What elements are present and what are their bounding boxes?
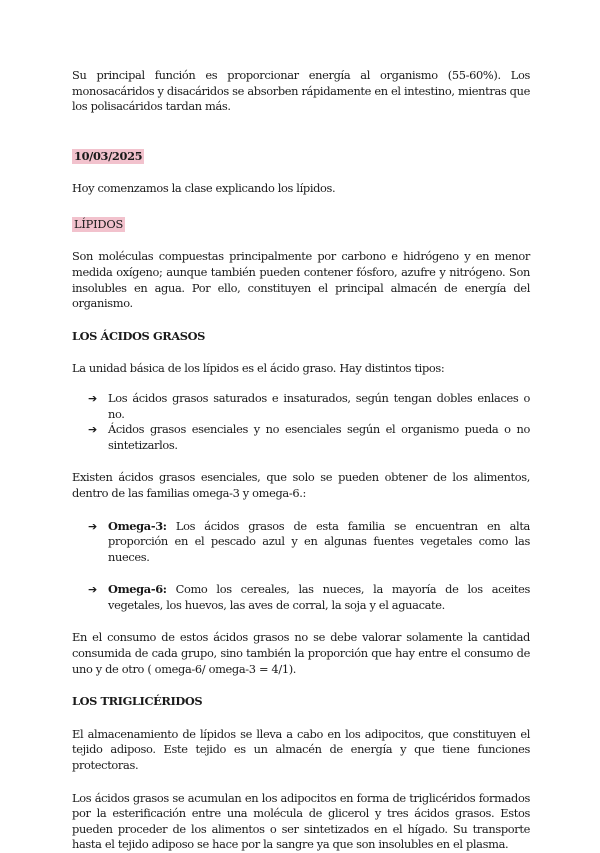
- trigliceridos-paragraph-2: Los ácidos grasos se acumulan en los adipocitos en forma de triglicéridos formados por la esterificación entre una molécula de glicerol y tres ácidos grasos. Estos pueden proceder de los alimentos o ser sintetizados en el hígado. Su transporte hasta el tejido adiposo se hace por la sangre ya que son insolubles en el plasma.: [72, 790, 530, 852]
- familias-list: [72, 519, 530, 566]
- consumo-paragraph: En el consumo de estos ácidos grasos no se debe valorar solamente la cantidad consumida de cada grupo, sino también la proporción que hay entre el consumo de uno y de otro ( omega-6/ omega-3 = 4/1).: [72, 630, 530, 676]
- acidos-grasos-heading: LOS ÁCIDOS GRASOS: [72, 328, 205, 343]
- omega6-text: Como los cereales, las nueces, la mayoría de los aceites vegetales, los huevos, las aves de corral, la soja y el aguacate.: [108, 582, 530, 612]
- arrow-right-icon: ➔: [88, 423, 97, 437]
- date-row: [72, 145, 530, 164]
- trigliceridos-paragraph-1: El almacenamiento de lípidos se lleva a cabo en los adipocitos, que constituyen el tejido adiposo. Este tejido es un almacén de energía y que tiene funciones protectoras.: [72, 726, 530, 773]
- list-item: [88, 422, 530, 453]
- esenciales-paragraph: Existen ácidos grasos esenciales, que solo se pueden obtener de los alimentos, dentro de las familias omega-3 y omega-6.:: [72, 470, 530, 500]
- familias-list-2: [72, 582, 530, 613]
- omega3-text: Los ácidos grasos de esta familia se encuentran en alta proporción en el pescado azul y en algunas fuentes vegetales como las nueces.: [108, 518, 530, 564]
- omega6-label: Omega-6:: [108, 582, 167, 597]
- tipos-list: [72, 391, 530, 453]
- intro-paragraph: Su principal función es proporcionar energía al organismo (55-60%). Los monosacáridos y disacáridos se absorben rápidamente en el intestino, mientras que los polisacáridos tardan más.: [72, 68, 530, 114]
- list-item: [88, 519, 530, 566]
- arrow-right-icon: ➔: [88, 519, 97, 533]
- date-highlight: 10/03/2025: [74, 148, 143, 163]
- list-item: [88, 391, 530, 422]
- arrow-right-icon: ➔: [88, 583, 97, 597]
- omega3-label: Omega-3:: [108, 518, 167, 533]
- document-page: [72, 68, 530, 853]
- lipidos-title: LÍPIDOS: [74, 217, 124, 232]
- list-item-text: Ácidos grasos esenciales y no esenciales según el organismo pueda o no sintetizarlos.: [108, 422, 530, 452]
- list-item: [88, 582, 530, 613]
- lipidos-paragraph: Son moléculas compuestas principalmente por carbono e hidrógeno y en menor medida oxígeno; aunque también pueden contener fósforo, azufre y nitrógeno. Son insolubles en agua. Por ello, constituyen el principal almacén de energía del organismo.: [72, 249, 530, 311]
- list-item-text: Los ácidos grasos saturados e insaturados, según tengan dobles enlaces o no.: [108, 390, 530, 421]
- arrow-right-icon: ➔: [88, 391, 97, 405]
- class-intro: Hoy comenzamos la clase explicando los lípidos.: [72, 180, 336, 195]
- acidos-grasos-intro: La unidad básica de los lípidos es el ácido graso. Hay distintos tipos:: [72, 361, 445, 376]
- trigliceridos-heading: LOS TRIGLICÉRIDOS: [72, 694, 203, 709]
- lipidos-title-row: [72, 213, 530, 232]
